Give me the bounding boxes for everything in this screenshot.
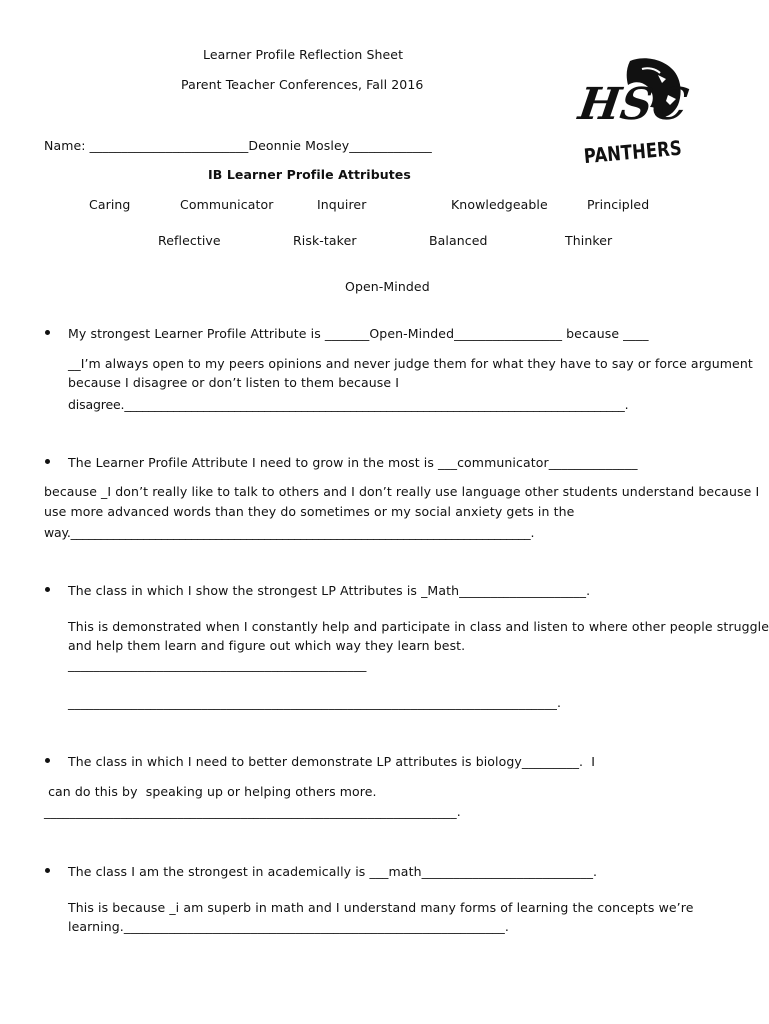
name-field: Name: _________________________Deonnie Mosley_____________ xyxy=(44,138,432,153)
q4-answer-line1: can do this by speaking up or helping others more. xyxy=(44,784,377,799)
q5-answer-line2: learning.____________________________________________________________. xyxy=(68,919,509,934)
q3-answer-line3: _______________________________________________ xyxy=(68,657,367,672)
page-subtitle: Parent Teacher Conferences, Fall 2016 xyxy=(181,77,424,92)
q3-answer-line4: _____________________________________________________________________________. xyxy=(68,695,562,710)
q4-answer-line2: _________________________________________________________________. xyxy=(44,804,461,819)
attribute-thinker: Thinker xyxy=(565,233,613,248)
q5-prompt: The class I am the strongest in academically is ___math___________________________. xyxy=(68,864,598,879)
attribute-communicator: Communicator xyxy=(180,197,274,212)
school-logo xyxy=(575,55,705,169)
q2-prompt: The Learner Profile Attribute I need to grow in the most is ___communicator______________ xyxy=(68,455,638,470)
attribute-open-minded: Open-Minded xyxy=(345,279,430,294)
q1-prompt: My strongest Learner Profile Attribute is _______Open-Minded_________________ because ____ xyxy=(68,326,649,341)
q3-answer-line1: This is demonstrated when I constantly help and participate in class and listen to where other people struggle xyxy=(68,619,769,634)
q1-answer-line1: __I’m always open to my peers opinions and never judge them for what they have to say or force argument xyxy=(68,356,753,371)
logo-letters: HSC xyxy=(575,78,692,130)
q4-prompt: The class in which I need to better demonstrate LP attributes is biology_________. I xyxy=(68,754,596,769)
q1-answer-line2: because I disagree or don’t listen to them because I xyxy=(68,375,400,390)
bullet-icon xyxy=(45,758,50,763)
bullet-icon xyxy=(45,868,50,873)
attribute-caring: Caring xyxy=(89,197,131,212)
bullet-icon xyxy=(45,587,50,592)
bullet-icon xyxy=(45,330,50,335)
q5-answer-line1: This is because _i am superb in math and I understand many forms of learning the concepts we’re xyxy=(68,900,694,915)
q3-prompt: The class in which I show the strongest LP Attributes is _Math____________________. xyxy=(68,583,591,598)
logo-word: PANTHERS xyxy=(582,133,705,169)
q2-answer-line1: because _I don’t really like to talk to others and I don’t really use language other students understand because I xyxy=(44,484,760,499)
attribute-risk-taker: Risk-taker xyxy=(293,233,357,248)
attribute-reflective: Reflective xyxy=(158,233,221,248)
attribute-balanced: Balanced xyxy=(429,233,488,248)
q1-answer-line3: disagree.__________________________________________________________________________________. xyxy=(68,397,629,412)
q2-answer-line3: way.____________________________________________________________________________. xyxy=(44,525,535,540)
attributes-heading: IB Learner Profile Attributes xyxy=(208,167,411,182)
q2-answer-line2: use more advanced words than they do sometimes or my social anxiety gets in the xyxy=(44,504,575,519)
attribute-principled: Principled xyxy=(587,197,650,212)
q3-answer-line2: and help them learn and figure out which way they learn best. xyxy=(68,638,466,653)
attribute-knowledgeable: Knowledgeable xyxy=(451,197,548,212)
page-title: Learner Profile Reflection Sheet xyxy=(203,47,404,62)
attribute-inquirer: Inquirer xyxy=(317,197,367,212)
bullet-icon xyxy=(45,459,50,464)
